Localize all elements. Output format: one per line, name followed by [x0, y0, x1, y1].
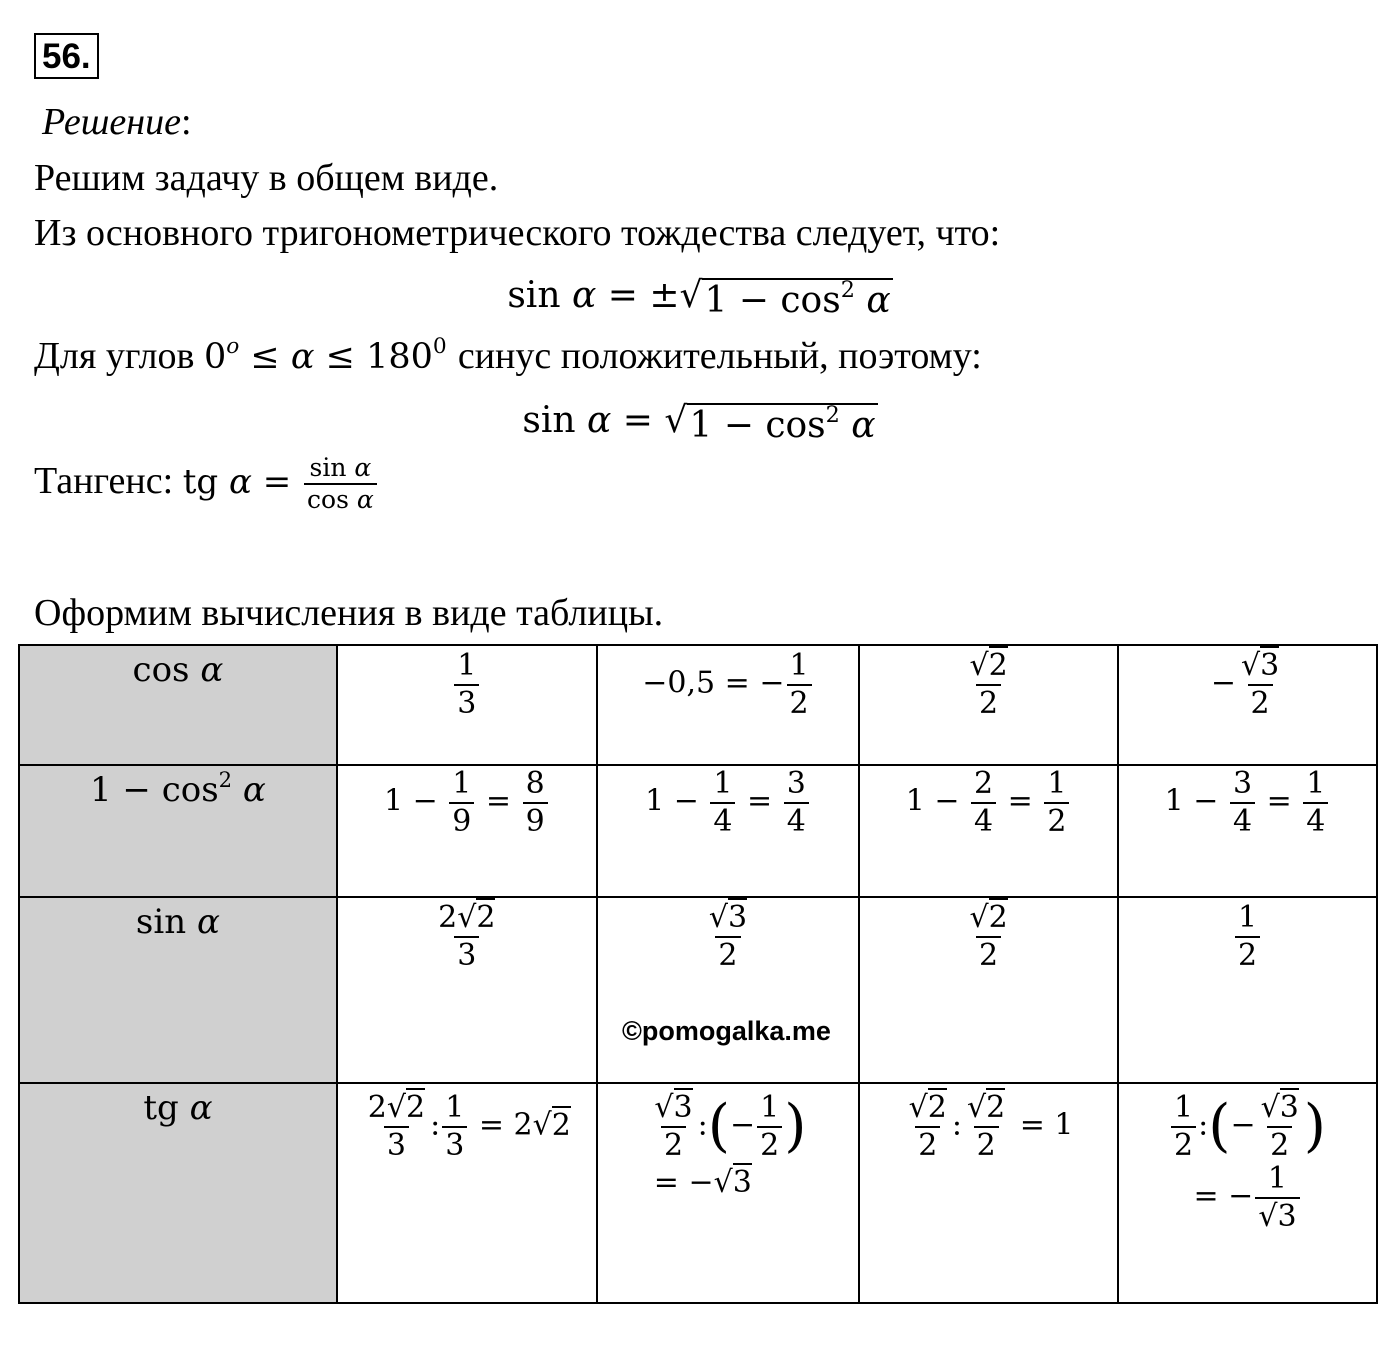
- problem-number: 56.: [34, 33, 99, 79]
- row-label-sin: sin α: [19, 897, 337, 1083]
- cell-sin-3: $\frac{√2}{2}$: [859, 897, 1118, 1083]
- table-row-sin: [19, 897, 1377, 1083]
- cell-omc-4: 1 − $\frac{3}{4}$ = $\frac{1}{4}$: [1118, 765, 1377, 897]
- calculation-table: [18, 644, 1378, 1304]
- cell-tg-3: $\frac{√2}{2}$ : $\frac{√2}{2}$ = 1: [859, 1083, 1118, 1303]
- cell-cos-4: − $\frac{√3}{2}$: [1118, 645, 1377, 765]
- intro-line: Решим задачу в общем виде.: [34, 157, 499, 199]
- cell-sin-4: $\frac{1}{2}$: [1118, 897, 1377, 1083]
- table-row-tg: [19, 1083, 1377, 1303]
- cell-sin-1: $\frac{2√2}{3}$: [337, 897, 597, 1083]
- tangent-line: Тангенс: tg α = $\frac{\text{sin α}}{\text{cos α}}$: [34, 455, 379, 514]
- formula-sin-pm: sin α = ± √ $1 - \cos^2 \alpha$: [507, 275, 891, 321]
- angle-line-suffix: синус положительный, поэтому:: [457, 335, 982, 377]
- cell-tg-1: $\frac{2√2}{3}$ : $\frac{1}{3}$ = 2√2: [337, 1083, 597, 1303]
- solution-label: Решение: [42, 101, 181, 143]
- formula-sin: sin α = √ $1 - \cos^2 \alpha$: [522, 400, 876, 446]
- row-label-tg: tg α: [19, 1083, 337, 1303]
- row-label-one-minus-cos2: $1 - \cos^2 \alpha$: [19, 765, 337, 897]
- angle-line: Для углов $0^o \le \alpha \le 180^0$ синус положительный, поэтому:: [34, 334, 982, 377]
- cell-omc-1: 1 − $\frac{1}{9}$ = $\frac{8}{9}$: [337, 765, 597, 897]
- tangent-prefix: Тангенс:: [34, 459, 174, 502]
- cell-tg-2: $\frac{√3}{2}$ :(− $\frac{1}{2}$ ) = −√3: [597, 1083, 859, 1303]
- solution-colon: :: [180, 101, 192, 143]
- watermark: ©pomogalka.me: [622, 1016, 831, 1046]
- cell-omc-3: 1 − $\frac{2}{4}$ = $\frac{1}{2}$: [859, 765, 1118, 897]
- cell-cos-2: −0,5 = − $\frac{1}{2}$: [597, 645, 859, 765]
- table-row-one-minus-cos2: [19, 765, 1377, 897]
- cell-omc-2: 1 − $\frac{1}{4}$ = $\frac{3}{4}$: [597, 765, 859, 897]
- row-label-cos: cos α: [19, 645, 337, 765]
- angle-line-prefix: Для углов: [34, 335, 195, 377]
- cell-cos-1: $\frac{1}{3}$: [337, 645, 597, 765]
- table-row-cos: [19, 645, 1377, 765]
- cell-cos-3: $\frac{√2}{2}$: [859, 645, 1118, 765]
- table-intro: Оформим вычисления в виде таблицы.: [34, 592, 664, 634]
- cell-tg-4: $\frac{1}{2}$ :(− $\frac{√3}{2}$ ) = − $\frac{1}{√3}$: [1118, 1083, 1377, 1303]
- cell-sin-2: $\frac{√3}{2}$: [597, 897, 859, 1083]
- identity-line: Из основного тригонометрического тождества следует, что:: [34, 212, 1001, 254]
- solution-heading: [34, 100, 192, 144]
